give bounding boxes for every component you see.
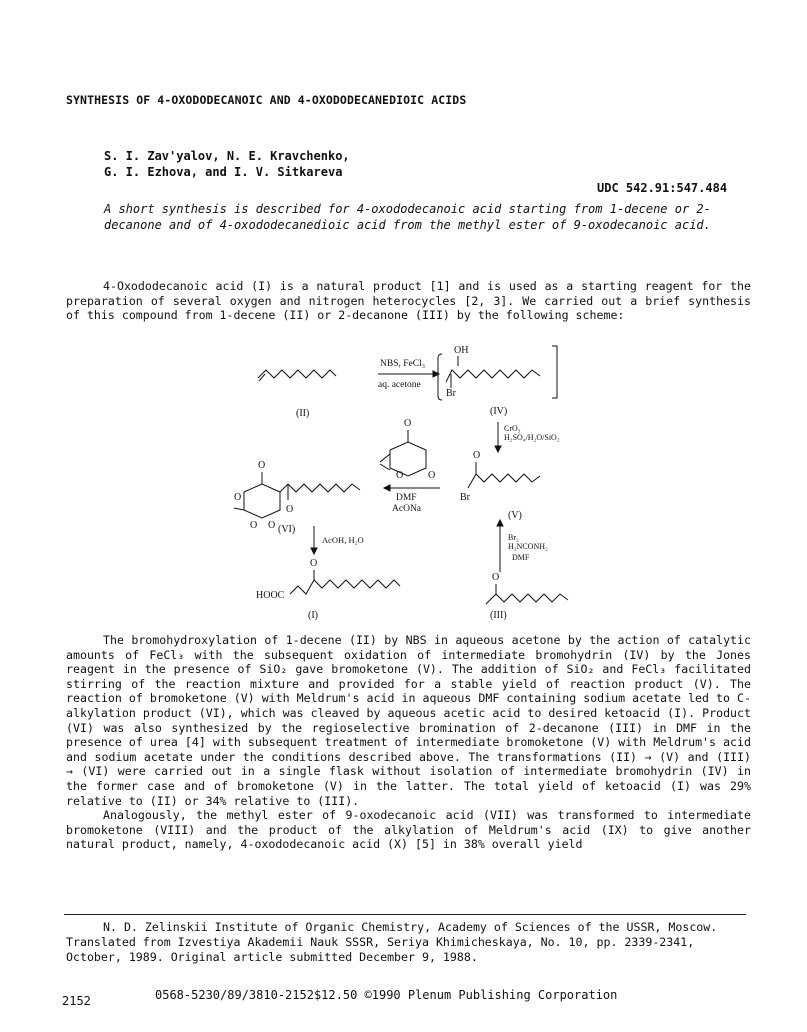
publisher-line: 0568-5230/89/3810-2152$12.50 ©1990 Plenum Publishing Corporation bbox=[155, 988, 618, 1002]
authors-line-1: S. I. Zav'yalov, N. E. Kravchenko, bbox=[104, 149, 350, 163]
body-text bbox=[66, 633, 751, 852]
footnote bbox=[66, 920, 746, 965]
abstract: A short synthesis is described for 4-oxododecanoic acid starting from 1-decene or 2-decanone and of 4-oxododecanedioic acid from the methyl ester of 9-oxodecanoic acid. bbox=[104, 202, 711, 232]
reagent-nbs: NBS, FeCl₃ bbox=[380, 359, 426, 369]
label-III: (III) bbox=[490, 610, 507, 621]
label-IV: (IV) bbox=[490, 406, 508, 417]
label-II: (II) bbox=[296, 408, 310, 419]
o-ring-meldrum: O bbox=[396, 470, 404, 481]
reagent-urea: H₂NCONH₂ bbox=[508, 542, 548, 551]
hooc-label: HOOC bbox=[256, 590, 285, 601]
o-ring-meldrum-2: O bbox=[428, 470, 436, 481]
label-VI: (VI) bbox=[278, 524, 296, 535]
authors-line-2: G. I. Ezhova, and I. V. Sitkareva bbox=[104, 165, 343, 179]
br-label-iv: Br bbox=[446, 388, 456, 399]
udc-code: UDC 542.91:547.484 bbox=[597, 181, 728, 195]
intro-text: 4-Oxododecanoic acid (I) is a natural product [1] and is used as a starting reagent for the preparation of several oxygen and nitrogen heterocycles [2, 3]. We carried out a brief synthesis of this compound from 1-decene (II) or 2-decanone (III) by the following scheme: bbox=[66, 279, 751, 323]
reagent-dmf: DMF bbox=[396, 493, 417, 503]
label-V: (V) bbox=[508, 510, 522, 521]
reagent-acoh: AcOH, H₂O bbox=[322, 535, 364, 545]
o-ring-vi-2: O bbox=[250, 520, 258, 531]
footnote-text: N. D. Zelinskii Institute of Organic Chemistry, Academy of Sciences of the USSR, Moscow. Translated from Izvestiya Akademii Nauk SSSR, Seriya Khimicheskaya, No. 10, pp. 2339-2341, October, 1989. Original article submitted December 9, 1988. bbox=[66, 920, 718, 964]
body-paragraph-2: Analogously, the methyl ester of 9-oxodecanoic acid (VII) was transformed to intermediate bromoketone (VIII) and the product of the alkylation of Meldrum's acid (IX) to give another natural product, namely, 4-oxododecanoic acid (X) [5] in 38% overall yield bbox=[66, 808, 751, 852]
o-label-vi: O bbox=[258, 460, 266, 471]
reagent-cro3: CrO₃ bbox=[504, 424, 521, 433]
oh-label: OH bbox=[454, 345, 469, 356]
o-ring-vi-3: O bbox=[268, 520, 276, 531]
o-ring-vi-1: O bbox=[234, 492, 242, 503]
o-label-meldrum: O bbox=[404, 418, 412, 429]
o-label-v: O bbox=[473, 450, 481, 461]
o-label-i: O bbox=[310, 558, 318, 569]
article-title: SYNTHESIS OF 4-OXODODECANOIC AND 4-OXODODECANEDIOIC ACIDS bbox=[66, 93, 467, 107]
reagent-br2: Br₂ bbox=[508, 533, 519, 542]
reagent-dmf-2: DMF bbox=[512, 553, 530, 562]
br-label-v: Br bbox=[460, 492, 470, 503]
o-ring-vi-4: O bbox=[286, 504, 294, 515]
o-label-iii: O bbox=[492, 572, 500, 583]
page-number: 2152 bbox=[62, 994, 91, 1008]
body-paragraph-1: The bromohydroxylation of 1-decene (II) by NBS in aqueous acetone by the action of catalytic amounts of FeCl₃ with the subsequent oxidation of intermediate bromohydrin (IV) by the Jones reagent in the presence of SiO₂ gave bromoketone (V). The addition of SiO₂ and FeCl₃ facilitated stirring of the reaction mixture and provided for a stable yield of reaction product (V). The reaction of bromoketone (V) with Meldrum's acid in aqueous DMF containing sodium acetate led to C-alkylation product (VI), which was cleaved by aqueous acetic acid to desired ketoacid (I). Product (VI) was also synthesized by the regioselective bromination of 2-decanone (III) in DMF in the presence of urea [4] with subsequent treatment of intermediate bromoketone (V) with Meldrum's acid and sodium acetate under the conditions described above. The transformations (II) → (V) and (III) → (VI) were carried out in a single flask without isolation of intermediate bromohydrin (IV) in the former case and of bromoketone (V) in the latter. The total yield of ketoacid (I) was 29% relative to (II) or 34% relative to (III). bbox=[66, 633, 751, 808]
reagent-jones: H₂SO₄/H₂O/SiO₂ bbox=[504, 433, 560, 442]
label-I: (I) bbox=[308, 610, 318, 621]
footnote-divider bbox=[64, 914, 746, 915]
reagent-aq-acetone: aq. acetone bbox=[378, 380, 421, 390]
decene-chain bbox=[258, 370, 336, 378]
intro-paragraph bbox=[66, 279, 751, 323]
reagent-acona: AcONa bbox=[392, 504, 422, 514]
reaction-scheme bbox=[228, 336, 588, 626]
